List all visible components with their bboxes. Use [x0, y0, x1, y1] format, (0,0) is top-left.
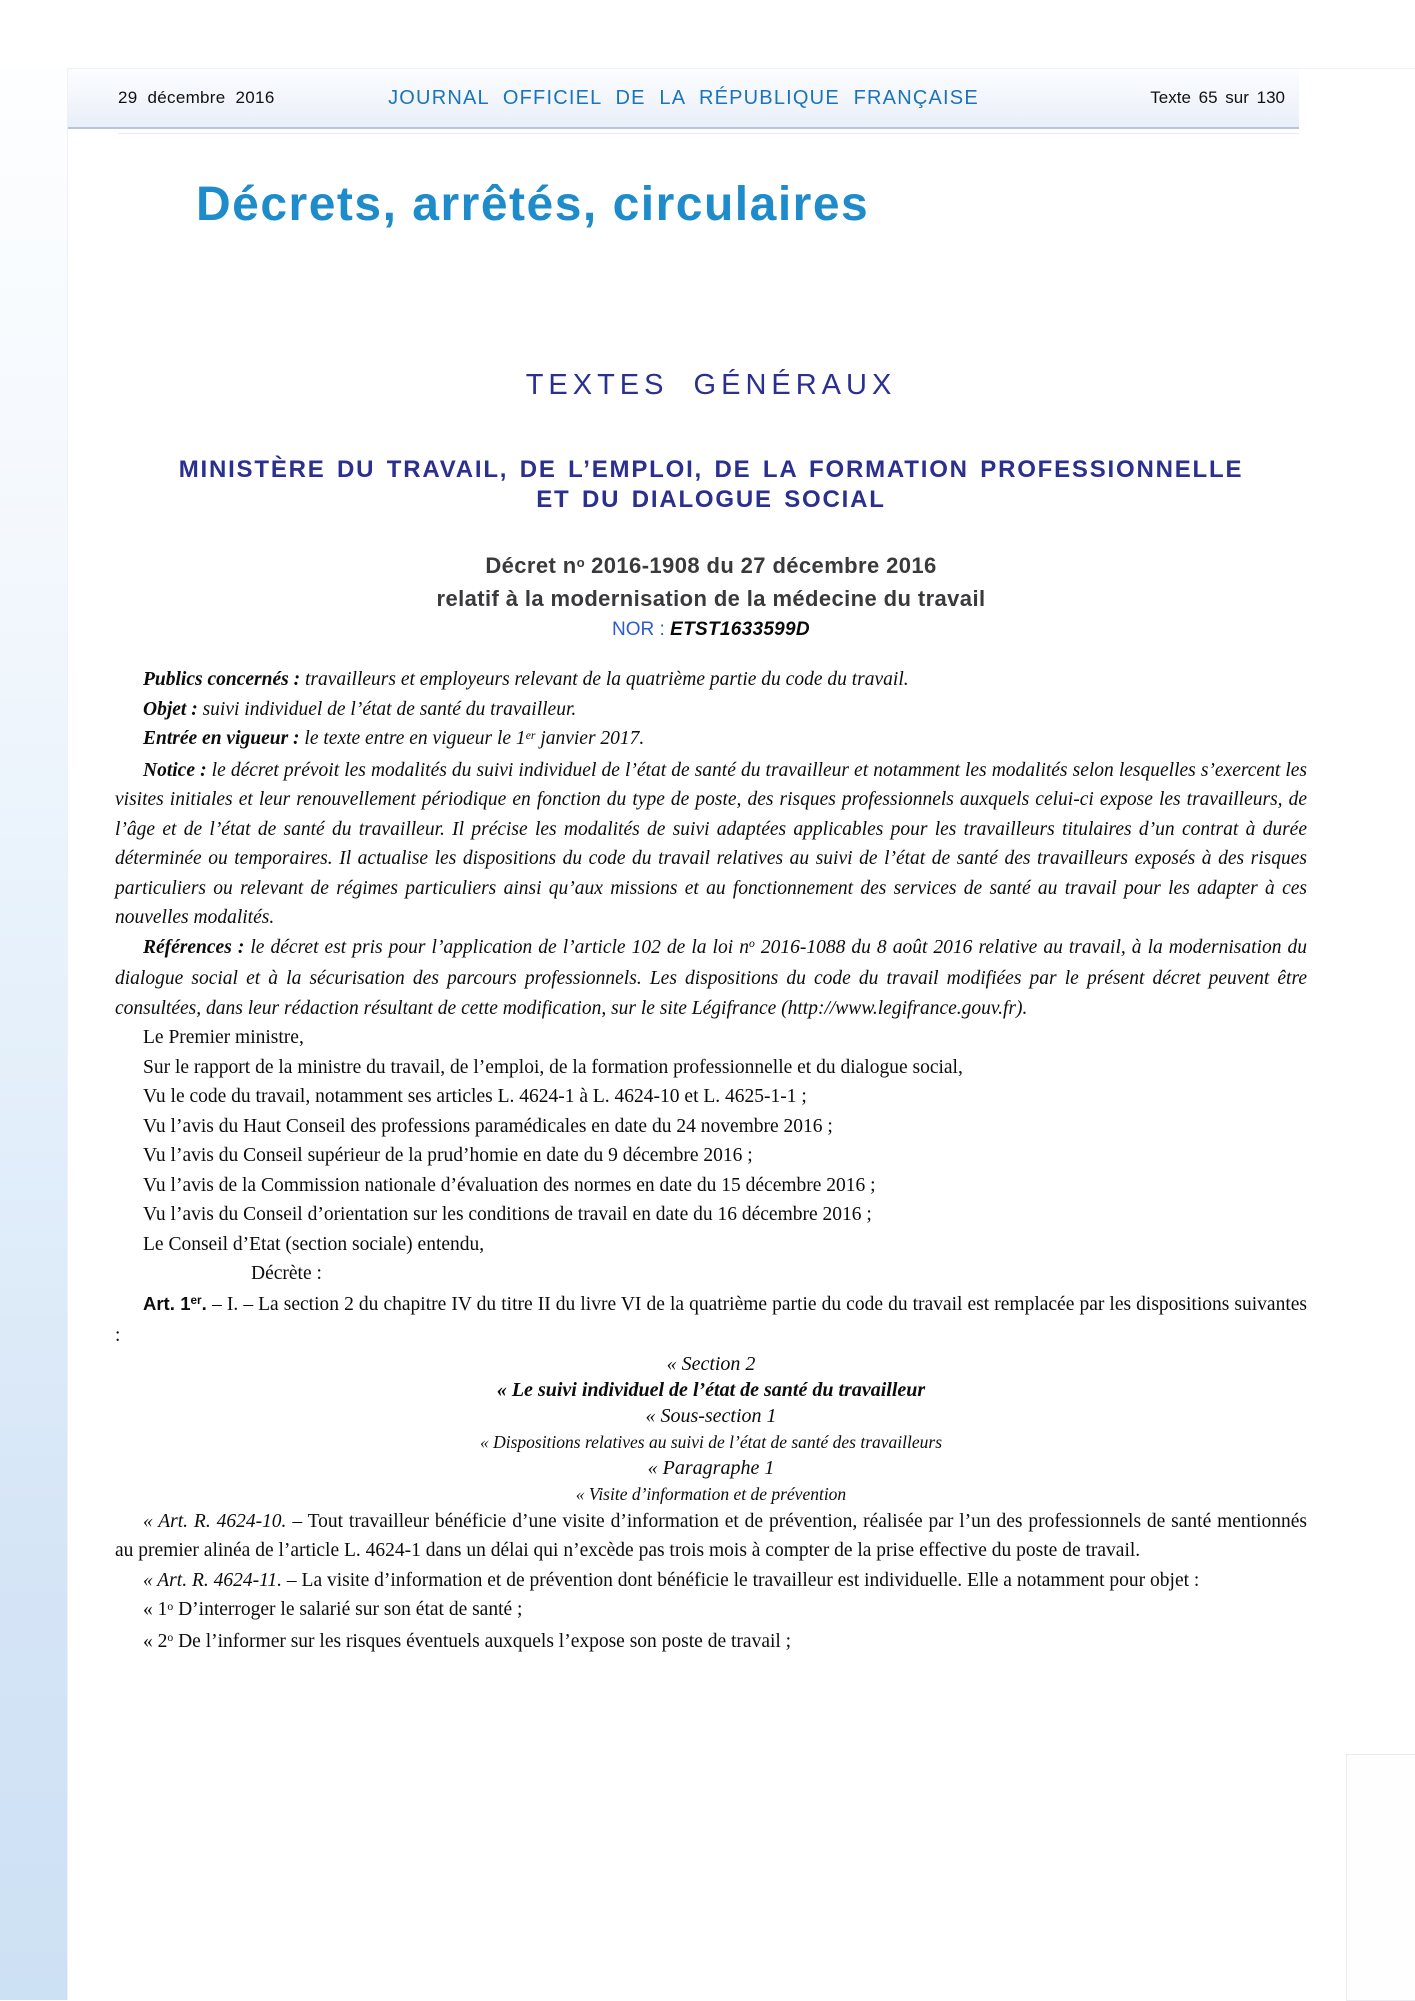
body-paragraphs — [115, 665, 1307, 1658]
paragraph-hlg: « Paragraphe 1 — [647, 1456, 775, 1479]
paragraph-plain: Sur le rapport de la ministre du travail, de l’emploi, de la formation professionnelle et du dialogue social, — [143, 1056, 963, 1078]
paragraph-hlg: « Section 2 — [666, 1352, 756, 1375]
paragraph-decree: Décrète : — [251, 1263, 322, 1284]
viewer-margin-gradient — [0, 68, 67, 2000]
ministry-line-1: MINISTÈRE DU TRAVAIL, DE L’EMPLOI, DE LA FORMATION PROFESSIONNELLE — [178, 456, 1244, 483]
header-text-ref: Texte 65 sur 130 — [1150, 88, 1285, 107]
decree-title-line-1: Décret $n^o$ 2016-1908 du 27 décembre 2016 — [485, 553, 937, 578]
header-journal-title: JOURNAL OFFICIEL DE LA RÉPUBLIQUE FRANÇAISE — [388, 86, 979, 109]
decree-title-line-2: relatif à la modernisation de la médecine du travail — [436, 586, 986, 611]
paragraph-plain: Le Premier ministre, — [143, 1027, 304, 1048]
paragraph-intro: Entrée en vigueur : le texte entre en vigueur le 1er janvier 2017. — [143, 728, 645, 749]
paragraph-hlg: « Sous-section 1 — [645, 1404, 777, 1427]
paragraph-hlg: « Le suivi individuel de l’état de santé du travailleur — [496, 1378, 926, 1401]
paragraph-item: « 2$^o$ De l’informer sur les risques éventuels auxquels l’expose son poste de travail ; — [143, 1630, 792, 1652]
ministry-line-2: ET DU DIALOGUE SOCIAL — [536, 486, 886, 513]
paragraph-article: « Art. R. 4624-11. – La visite d’information et de prévention dont bénéficie le travailleur est individuelle. Elle a notamment pour objet : — [143, 1569, 1200, 1591]
paragraph-plain: Le Conseil d’Etat (section sociale) entendu, — [143, 1233, 485, 1255]
page-header — [68, 69, 1299, 129]
paragraph-artstart: Art. 1er. – I. – La section 2 du chapitre IV du titre II du livre VI de la quatrième partie du code du travail est remplacée par les dispositions suivantes : — [115, 1292, 1307, 1346]
paragraph-intro: Publics concernés : travailleurs et employeurs relevant de la quatrième partie du code du travail. — [143, 669, 909, 690]
nor-line — [115, 619, 1307, 641]
paragraph-intro: Notice : le décret prévoit les modalités du suivi individuel de l’état de santé du travailleur et notamment les modalités selon lesquelles s’exercent les visites initiales et leur renouvellement périodique en fonction du type de poste, des risques professionnels auxquels celui-ci expose les travailleurs, de l’âge et de l’état de santé du travailleur. Il précise les modalités de suivi adaptées applicables pour les travailleurs titulaires d’un contrat à durée déterminée ou temporaires. Il actualise les dispositions du code du travail relatives au suivi de l’état de santé des travailleurs exposés à des risques particuliers ou relevant de régimes particuliers ainsi qu’aux missions et au fonctionnement des services de santé au travail pour les adapter à ces nouvelles modalités. — [115, 759, 1307, 928]
nor-label: NOR : — [612, 619, 671, 640]
nor-value: ETST1633599D — [670, 619, 810, 640]
section-heading: TEXTES GÉNÉRAUX — [525, 369, 897, 401]
paragraph-plain: Vu le code du travail, notamment ses articles L. 4624-1 à L. 4624-10 et L. 4625-1-1 ; — [143, 1086, 807, 1107]
paragraph-hsm: « Dispositions relatives au suivi de l’état de santé des travailleurs — [479, 1431, 943, 1452]
header-date: 29 décembre 2016 — [118, 88, 275, 107]
paragraph-intro: Références : le décret est pris pour l’application de l’article 102 de la loi $n^o$ 2016-1088 du 8 août 2016 relative au travail, à la modernisation du dialogue social et à la sécurisation des parcours professionnels. Les dispositions du code du travail modifiées par le présent décret peuvent être consultées, dans leur rédaction résultant de cette modification, sur le site Légifrance (http://www.legifrance.gouv.fr). — [115, 936, 1308, 1019]
paragraph-article: « Art. R. 4624-10. – Tout travailleur bénéficie d’une visite d’information et de prévention, réalisée par l’un des professionnels de santé mentionnés au premier alinéa de l’article L. 4624-1 dans un délai qui n’excède pas trois mois à compter de la prise effective du poste de travail. — [115, 1510, 1307, 1561]
ministry-heading — [115, 455, 1307, 515]
paragraph-plain: Vu l’avis du Conseil supérieur de la prud’homie en date du 9 décembre 2016 ; — [143, 1145, 753, 1166]
overlay-artifact — [1346, 1754, 1415, 2001]
document-page — [67, 68, 1415, 2000]
paragraph-intro: Objet : suivi individuel de l’état de santé du travailleur. — [143, 698, 577, 720]
paragraph-hsm: « Visite d’information et de prévention — [575, 1483, 847, 1504]
paragraph-item: « 1$^o$ D’interroger le salarié sur son état de santé ; — [143, 1599, 523, 1620]
paragraph-plain: Vu l’avis de la Commission nationale d’évaluation des normes en date du 15 décembre 2016 ; — [143, 1174, 876, 1196]
paragraph-plain: Vu l’avis du Haut Conseil des professions paramédicales en date du 24 novembre 2016 ; — [143, 1115, 833, 1137]
document-title: Décrets, arrêtés, circulaires — [196, 178, 870, 231]
paragraph-plain: Vu l’avis du Conseil d’orientation sur les conditions de travail en date du 16 décembre 2016 ; — [143, 1204, 872, 1225]
decree-title — [115, 551, 1307, 614]
